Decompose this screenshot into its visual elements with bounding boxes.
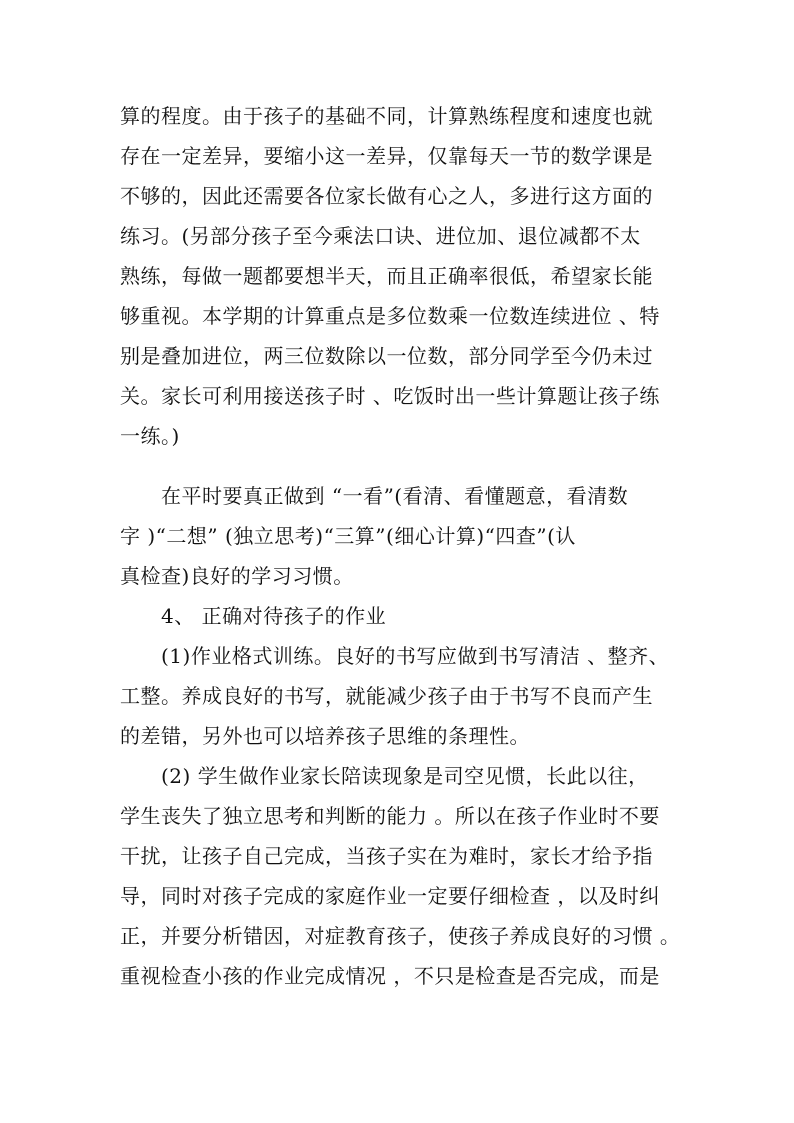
paragraph-line: 导，同时对孩子完成的家庭作业一定要仔细检查 ，以及时纠 <box>120 884 660 908</box>
paragraph-line: 正，并要分析错因，对症教育孩子，使孩子养成良好的习惯 。 <box>120 924 681 948</box>
paragraph-line: 熟练，每做一题都要想半天，而且正确率很低，希望家长能 <box>120 264 653 288</box>
paragraph-line: 重视检查小孩的作业完成情况 ，不只是检查是否完成，而是 <box>120 964 660 988</box>
paragraph-line: 关。家长可利用接送孩子时 、吃饭时出一些计算题让孩子练 <box>120 384 660 408</box>
paragraph-line: 一练。) <box>120 424 180 448</box>
paragraph-line: 真检查)良好的学习习惯。 <box>120 564 354 588</box>
paragraph-line: 学生丧失了独立思考和判断的能力 。所以在孩子作业时不要 <box>120 804 660 828</box>
paragraph-line: 在平时要真正做到 “一看”(看清、看懂题意，看清数 <box>161 484 629 508</box>
paragraph-line: 算的程度。由于孩子的基础不同，计算熟练程度和速度也就 <box>120 104 653 128</box>
paragraph-line: (2) 学生做作业家长陪读现象是司空见惯，长此以往， <box>161 764 649 788</box>
paragraph-line: 的差错，另外也可以培养孩子思维的条理性。 <box>120 724 530 748</box>
paragraph-line: 练习。(另部分孩子至今乘法口诀、进位加、退位减都不太 <box>120 224 641 248</box>
section-heading: 4、 正确对待孩子的作业 <box>161 604 387 628</box>
paragraph-line: 字 )“二想” (独立思考)“三算”(细心计算)“四查”(认 <box>120 524 576 548</box>
paragraph-line: 干扰，让孩子自己完成，当孩子实在为难时，家长才给予指 <box>120 844 653 868</box>
paragraph-line: 不够的，因此还需要各位家长做有心之人，多进行这方面的 <box>120 184 653 208</box>
paragraph-line: 够重视。本学期的计算重点是多位数乘一位数连续进位 、特 <box>120 304 660 328</box>
paragraph-line: 别是叠加进位，两三位数除以一位数，部分同学至今仍未过 <box>120 344 653 368</box>
paragraph-line: 存在一定差异，要缩小这一差异，仅靠每天一节的数学课是 <box>120 144 653 168</box>
paragraph-line: (1)作业格式训练。良好的书写应做到书写清洁 、整齐、 <box>161 644 670 668</box>
paragraph-line: 工整。养成良好的书写，就能减少孩子由于书写不良而产生 <box>120 684 653 708</box>
